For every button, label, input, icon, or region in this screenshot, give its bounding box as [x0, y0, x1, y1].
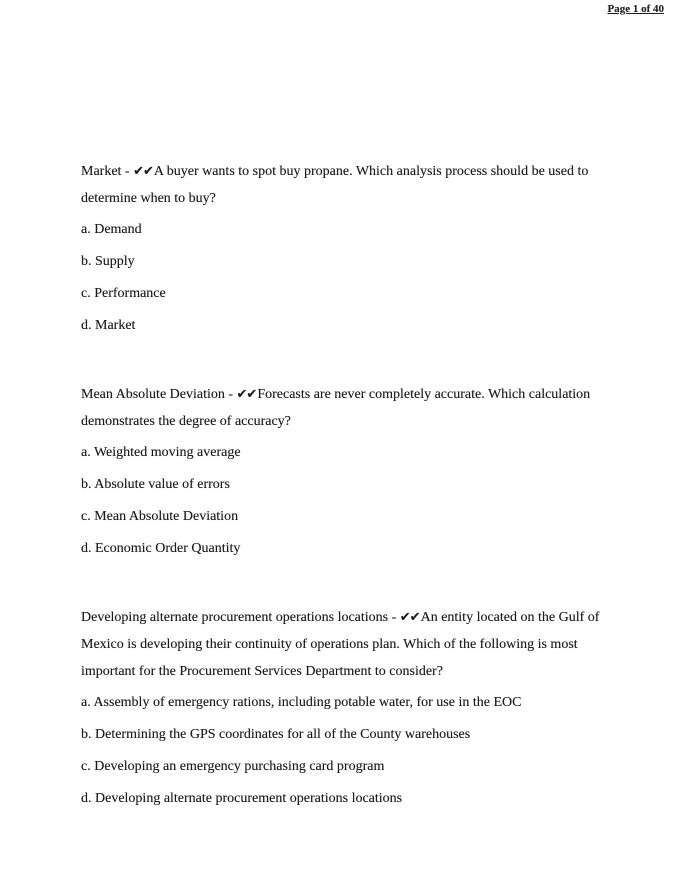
question-body: A buyer wants to spot buy propane. Which analysis process should be used to determine when to buy? — [81, 164, 589, 206]
question-term: Mean Absolute Deviation - — [81, 387, 237, 402]
checkmarks-icon: ✔✔ — [133, 164, 153, 179]
question-block-3 — [81, 604, 633, 808]
answer-option-a: a. Weighted moving average — [81, 445, 241, 460]
checkmarks-icon: ✔✔ — [236, 387, 257, 402]
question-body: Forecasts are never completely accurate. Which calculation demonstrates the degree of accuracy? — [81, 387, 591, 429]
answer-option-a: a. Assembly of emergency rations, including potable water, for use in the EOC — [81, 695, 522, 710]
question-text — [81, 381, 633, 435]
question-text — [81, 604, 633, 685]
answer-option-d: d. Developing alternate procurement operations locations — [81, 791, 403, 806]
answer-option-a: a. Demand — [81, 222, 142, 237]
question-body: An entity located on the Gulf of Mexico is developing their continuity of operations plan. Which of the following is most important for the Procurement Services Department to consider? — [81, 610, 600, 679]
page-number-indicator: Page 1 of 40 — [607, 3, 664, 15]
answer-option-d: d. Economic Order Quantity — [81, 541, 241, 556]
answer-option-b: b. Supply — [81, 254, 135, 269]
question-term: Market - — [81, 164, 134, 179]
question-term: Developing alternate procurement operations locations - — [81, 610, 400, 625]
answer-option-d: d. Market — [81, 318, 136, 333]
answer-option-b: b. Absolute value of errors — [81, 477, 230, 492]
document-body — [81, 158, 633, 822]
question-block-2 — [81, 381, 633, 558]
checkmarks-icon: ✔✔ — [399, 610, 420, 625]
answer-option-c: c. Developing an emergency purchasing card program — [81, 759, 385, 774]
answer-option-c: c. Mean Absolute Deviation — [81, 509, 239, 524]
answer-option-b: b. Determining the GPS coordinates for all of the County warehouses — [81, 727, 471, 742]
question-text — [81, 158, 633, 212]
answer-option-c: c. Performance — [81, 286, 166, 301]
question-block-1 — [81, 158, 633, 335]
